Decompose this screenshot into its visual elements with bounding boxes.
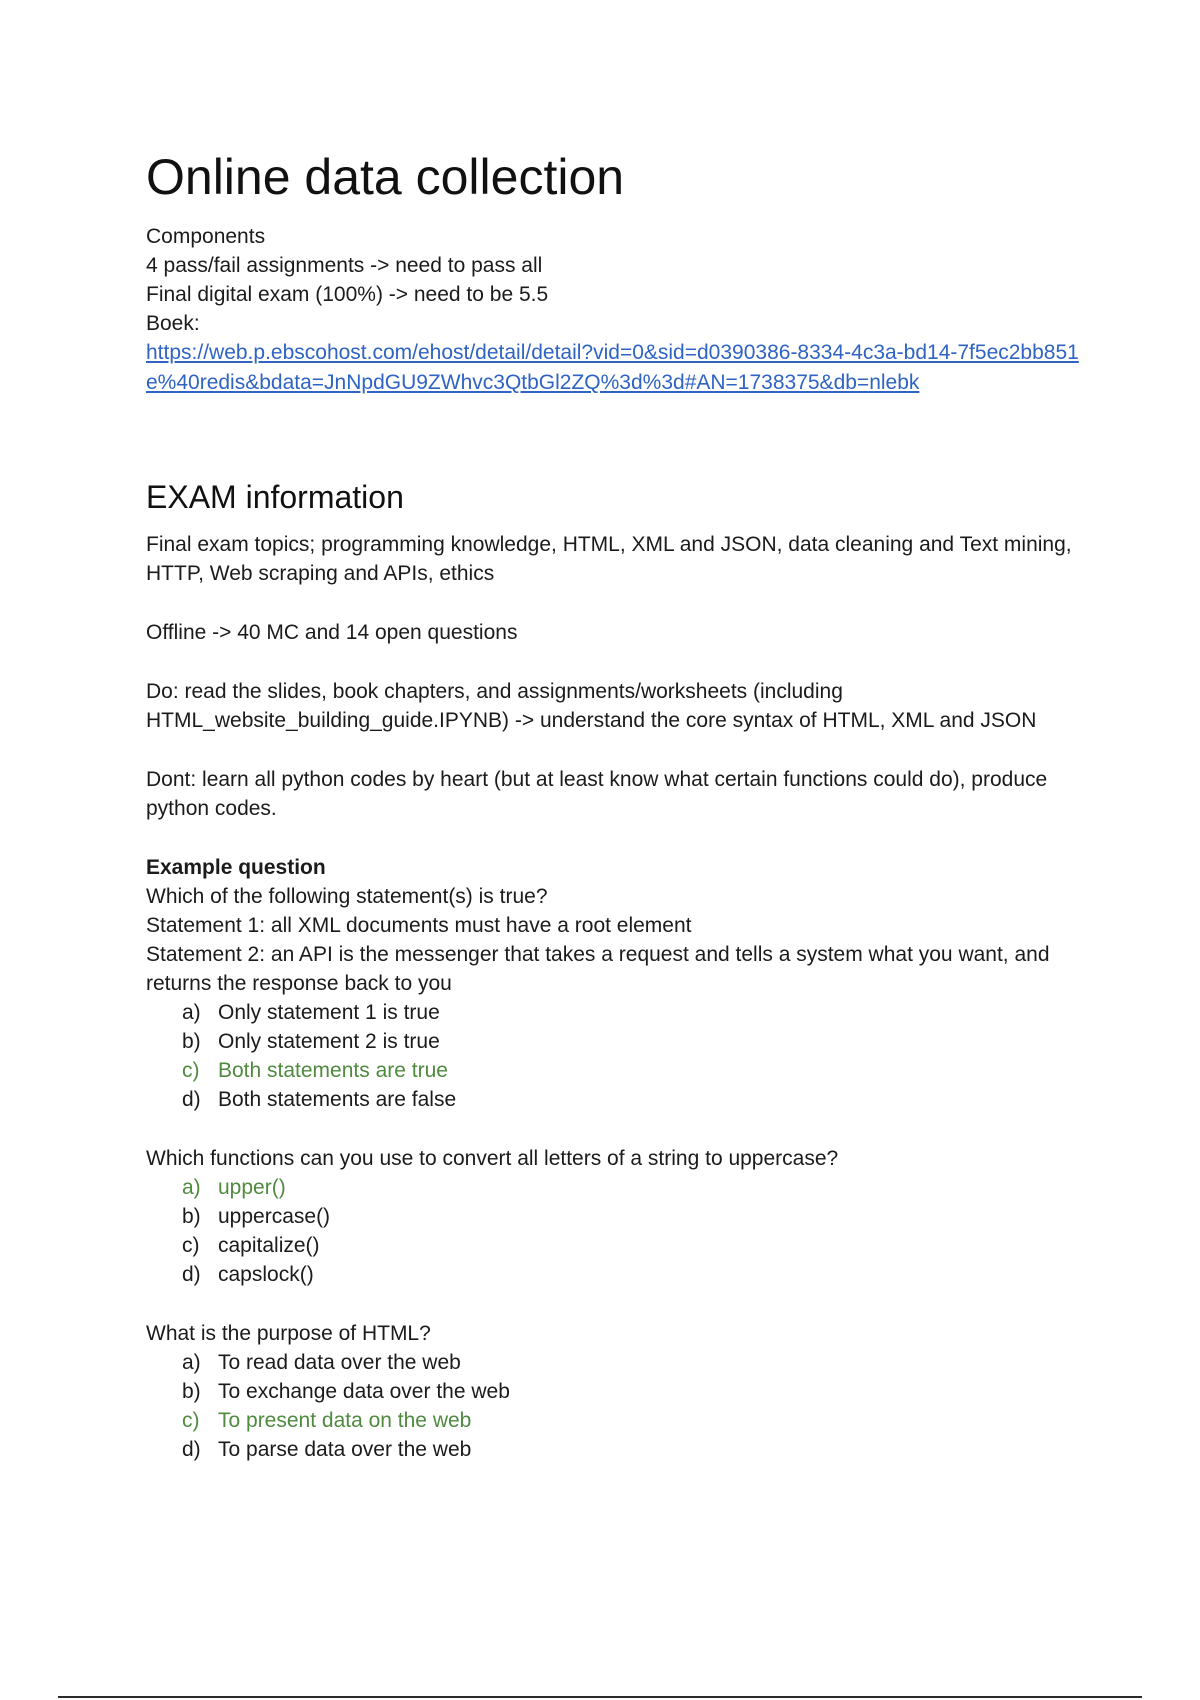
option-text: Only statement 2 is true bbox=[218, 1030, 440, 1053]
option-letter: c) bbox=[182, 1409, 200, 1432]
book-link[interactable]: https://web.p.ebscohost.com/ehost/detail/detail?vid=0&sid=d0390386-8334-4c3a-bd14-7f5ec2bb851e%40redis&bdata=JnNpdGU9ZWhvc3QtbGl2ZQ%3d%3d#AN=1738375&db=nlebk bbox=[146, 341, 1079, 394]
spacer bbox=[146, 647, 1096, 677]
q1-option-b bbox=[182, 1027, 1096, 1056]
option-letter: c) bbox=[182, 1234, 200, 1257]
exam-dont: Dont: learn all python codes by heart (but at least know what certain functions could do), produce python codes. bbox=[146, 768, 1048, 820]
spacer bbox=[146, 735, 1096, 765]
option-text: To parse data over the web bbox=[218, 1438, 472, 1461]
book-label: Boek: bbox=[146, 312, 200, 335]
option-text: capslock() bbox=[218, 1263, 314, 1286]
exam-topics: Final exam topics; programming knowledge, HTML, XML and JSON, data cleaning and Text mining, HTTP, Web scraping and APIs, ethics bbox=[146, 533, 1072, 585]
option-letter: d) bbox=[182, 1088, 201, 1111]
exam-do: Do: read the slides, book chapters, and assignments/worksheets (including HTML_website_building_guide.IPYNB) -> understand the core syntax of HTML, XML and JSON bbox=[146, 680, 1037, 732]
q1-option-a bbox=[182, 998, 1096, 1027]
q1-statement-2: Statement 2: an API is the messenger that takes a request and tells a system what you want, and returns the response back to you bbox=[146, 943, 1050, 995]
option-text: Only statement 1 is true bbox=[218, 1001, 440, 1024]
option-text: capitalize() bbox=[218, 1234, 320, 1257]
assignments-info: 4 pass/fail assignments -> need to pass all bbox=[146, 254, 543, 277]
spacer bbox=[146, 398, 1096, 476]
option-letter: a) bbox=[182, 1351, 201, 1374]
q2-question: Which functions can you use to convert all letters of a string to uppercase? bbox=[146, 1147, 839, 1170]
option-text: Both statements are false bbox=[218, 1088, 457, 1111]
q1-option-d bbox=[182, 1085, 1096, 1114]
option-letter: b) bbox=[182, 1030, 201, 1053]
option-text: To exchange data over the web bbox=[218, 1380, 510, 1403]
exam-heading: EXAM information bbox=[146, 479, 404, 515]
option-text: upper() bbox=[218, 1176, 286, 1199]
option-letter: b) bbox=[182, 1380, 201, 1403]
q2-option-d bbox=[182, 1260, 1096, 1289]
q3-options bbox=[146, 1348, 1096, 1464]
spacer bbox=[146, 1114, 1096, 1144]
option-letter: d) bbox=[182, 1438, 201, 1461]
option-letter: b) bbox=[182, 1205, 201, 1228]
option-letter: a) bbox=[182, 1001, 201, 1024]
q3-option-a bbox=[182, 1348, 1096, 1377]
option-text: To read data over the web bbox=[218, 1351, 461, 1374]
q1-option-c-correct bbox=[182, 1056, 1096, 1085]
exam-offline: Offline -> 40 MC and 14 open questions bbox=[146, 621, 518, 644]
q3-option-c-correct bbox=[182, 1406, 1096, 1435]
option-text: To present data on the web bbox=[218, 1409, 472, 1432]
spacer bbox=[146, 1289, 1096, 1319]
page-title: Online data collection bbox=[146, 149, 625, 205]
q1-statement-1: Statement 1: all XML documents must have a root element bbox=[146, 914, 692, 937]
final-exam-info: Final digital exam (100%) -> need to be 5.5 bbox=[146, 283, 549, 306]
q2-option-b bbox=[182, 1202, 1096, 1231]
q1-question: Which of the following statement(s) is true? bbox=[146, 885, 548, 908]
q3-option-d bbox=[182, 1435, 1096, 1464]
option-letter: d) bbox=[182, 1263, 201, 1286]
page-bottom-divider bbox=[58, 1696, 1142, 1698]
q1-options bbox=[146, 998, 1096, 1114]
spacer bbox=[146, 588, 1096, 618]
option-text: Both statements are true bbox=[218, 1059, 448, 1082]
document-page bbox=[146, 142, 1096, 1464]
q3-question: What is the purpose of HTML? bbox=[146, 1322, 431, 1345]
q2-option-a-correct bbox=[182, 1173, 1096, 1202]
components-label: Components bbox=[146, 225, 266, 248]
q2-option-c bbox=[182, 1231, 1096, 1260]
q2-options bbox=[146, 1173, 1096, 1289]
example-heading: Example question bbox=[146, 856, 326, 879]
option-letter: c) bbox=[182, 1059, 200, 1082]
option-letter: a) bbox=[182, 1176, 201, 1199]
option-text: uppercase() bbox=[218, 1205, 331, 1228]
spacer bbox=[146, 823, 1096, 853]
q3-option-b bbox=[182, 1377, 1096, 1406]
